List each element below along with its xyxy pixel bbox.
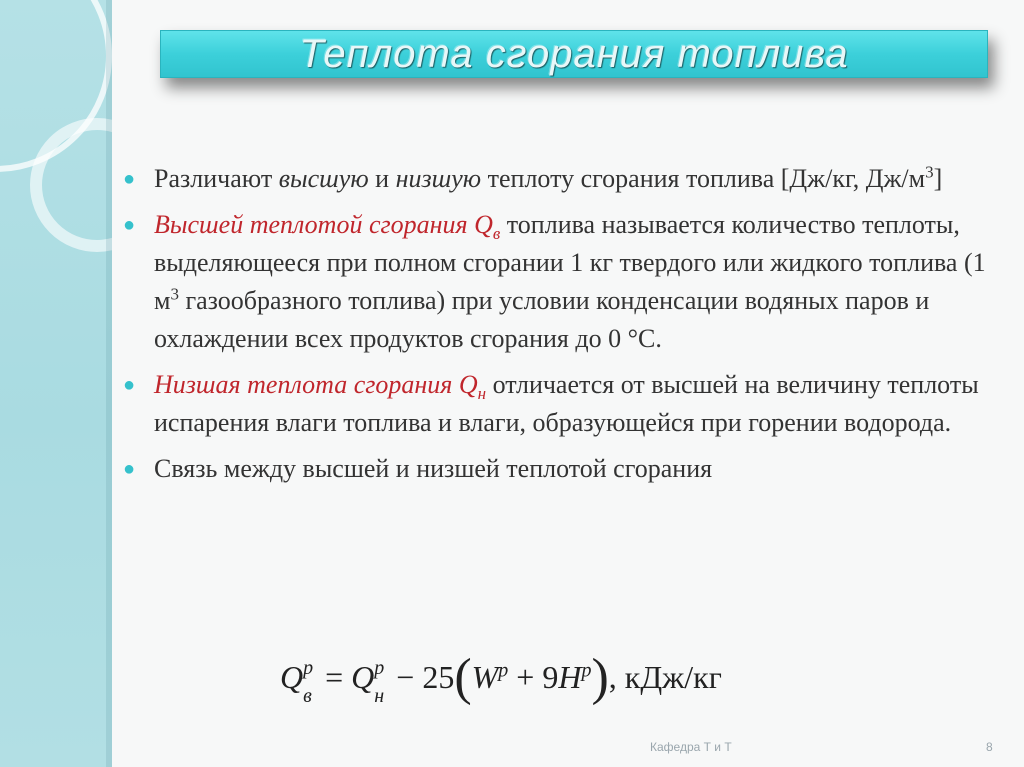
- heat-formula: Q p в = Q p н − $25(W^p + 9H^p)$, кДж/кг: [280, 649, 722, 707]
- slide-content: [120, 160, 1000, 496]
- term-lower-heat: Низшая теплота сгорания Q: [154, 370, 478, 399]
- bullet-dot-icon: ●: [123, 458, 136, 480]
- footer-department: Кафедра Т и Т: [650, 740, 732, 754]
- bullet-dot-icon: ●: [123, 168, 136, 190]
- bullet-item: ● Различают высшую и низшую теплоту сгорания топлива [Дж/кг, $Дж/м^3$]: [120, 160, 1000, 198]
- bullet-dot-icon: ●: [123, 214, 136, 236]
- term-higher-heat: Высшей теплотой сгорания Q: [154, 210, 493, 239]
- bullet-dot-icon: ●: [123, 374, 136, 396]
- slide-title: Теплота сгорания топлива: [299, 32, 849, 76]
- slide-number: 8: [986, 740, 993, 754]
- bullet-item: ● Высшей теплотой сгорания $Q_в$ топлива называется количество теплоты, выделяющееся при полном сгорании 1 кг твердого или жидкого топлива (1 $м^3$ газообразного топлива) при условии конденсации водяных паров и охлаждении всех продуктов сгорания до 0 °С.: [120, 206, 1000, 358]
- bullet-item: ● Связь между высшей и низшей теплотой сгорания: [120, 450, 1000, 488]
- decorative-sidebar: [0, 0, 112, 767]
- sidebar-shade: [106, 0, 112, 767]
- slide-title-bar: [160, 30, 988, 78]
- bullet-item: ● Низшая теплота сгорания $Q_н$ отличается от высшей на величину теплоты испарения влаги топлива и влаги, образующейся при горении водорода.: [120, 366, 1000, 442]
